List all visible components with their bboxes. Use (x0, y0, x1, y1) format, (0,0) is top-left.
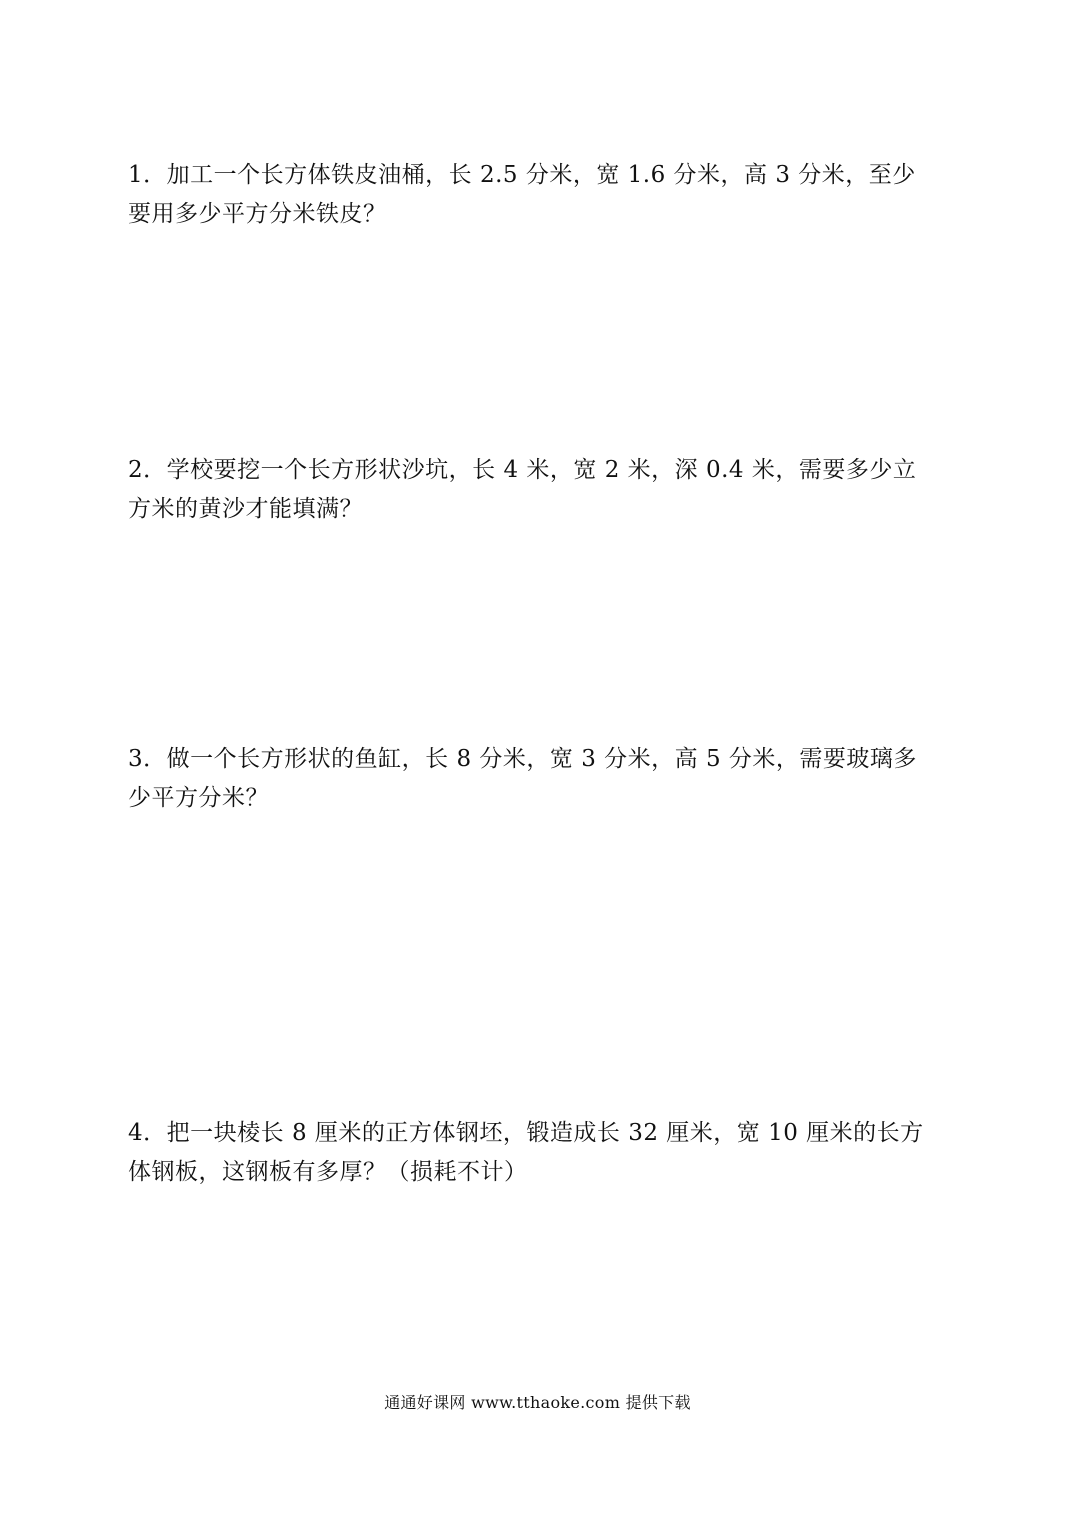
question-1-line-2: 要用多少平方分米铁皮？ (128, 201, 387, 227)
question-2-line-1: 2．学校要挖一个长方形状沙坑，长 4 米，宽 2 米，深 0.4 米，需要多少立 (128, 457, 917, 483)
page-footer: 通通好课网 www.tthaoke.com 提供下载 (384, 1393, 691, 1412)
question-3-line-2: 少平方分米？ (128, 785, 269, 811)
question-1-line-1: 1．加工一个长方体铁皮油桶，长 2.5 分米，宽 1.6 分米，高 3 分米，至少 (128, 162, 916, 188)
question-1 (128, 156, 950, 234)
question-3 (128, 740, 950, 818)
question-4 (128, 1114, 950, 1192)
question-3-line-1: 3．做一个长方形状的鱼缸，长 8 分米，宽 3 分米，高 5 分米，需要玻璃多 (128, 746, 917, 772)
question-4-line-2: 体钢板，这钢板有多厚？（损耗不计） (128, 1159, 528, 1185)
question-2-line-2: 方米的黄沙才能填满？ (128, 496, 363, 522)
question-4-line-1: 4．把一块棱长 8 厘米的正方体钢坯，锻造成长 32 厘米，宽 10 厘米的长方 (128, 1120, 924, 1146)
question-2 (128, 451, 950, 529)
